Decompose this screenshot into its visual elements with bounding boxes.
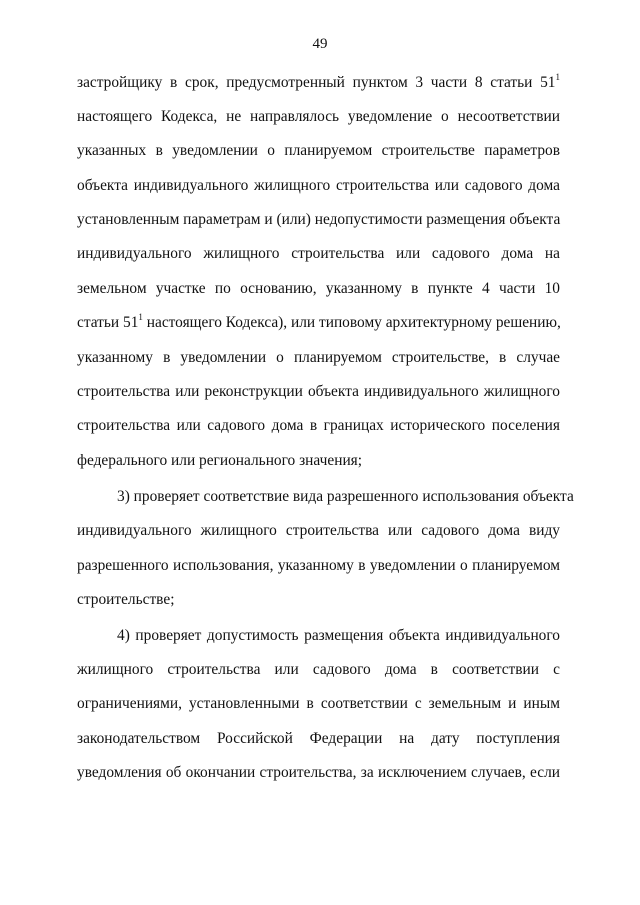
text-line-11: строительства или садового дома в границах исторического поселения [77, 417, 560, 434]
text-line-15: разрешенного использования, указанному в уведомлении о планируемом [77, 557, 560, 574]
text-line-4: объекта индивидуального жилищного строительства или садового дома [77, 177, 560, 194]
text-line-3: указанных в уведомлении о планируемом строительстве параметров [77, 142, 560, 159]
text-line-8: статьи $51^1$ настоящего Кодекса), или типовому архитектурному решению, [77, 311, 561, 331]
text-line-12: федерального или регионального значения; [77, 452, 363, 469]
page-number: 49 [312, 36, 328, 52]
text-line-16: строительстве; [77, 591, 175, 608]
text-line-5: установленным параметрам и (или) недопустимости размещения объекта [77, 211, 561, 228]
text-line-10: строительства или реконструкции объекта индивидуального жилищного [77, 383, 560, 400]
text-line-14: индивидуального жилищного строительства или садового дома виду [77, 522, 560, 539]
text-line-20: законодательством Российской Федерации на дату поступления [77, 730, 560, 747]
text-line-2: настоящего Кодекса, не направлялось уведомление о несоответствии [77, 108, 560, 125]
text-line-6: индивидуального жилищного строительства или садового дома на [77, 245, 560, 262]
text-line-7: земельном участке по основанию, указанному в пункте 4 части 10 [77, 280, 560, 297]
text-line-21: уведомления об окончании строительства, за исключением случаев, если [77, 764, 560, 781]
text-line-9: указанному в уведомлении о планируемом строительстве, в случае [77, 349, 560, 366]
text-line-13: 3) проверяет соответствие вида разрешенного использования объекта [117, 488, 574, 505]
text-line-1: застройщику в срок, предусмотренный пунктом 3 части 8 статьи $51^1$ [77, 71, 560, 91]
text-line-19: ограничениями, установленными в соответствии с земельным и иным [77, 695, 560, 712]
text-line-18: жилищного строительства или садового дома в соответствии с [77, 661, 560, 678]
text-line-17: 4) проверяет допустимость размещения объекта индивидуального [117, 627, 560, 644]
